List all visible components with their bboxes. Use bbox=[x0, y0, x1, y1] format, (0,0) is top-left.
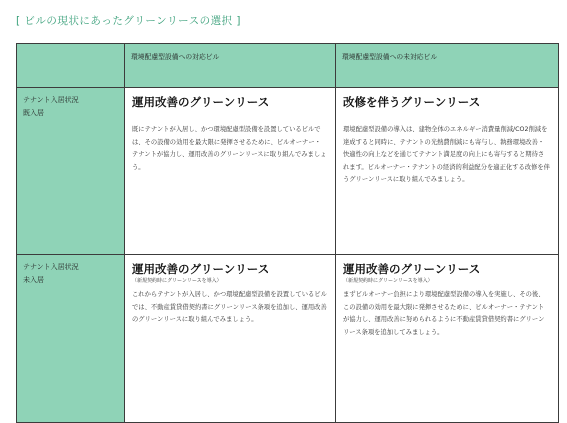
cell-title: 運用改善のグリーンリース bbox=[132, 95, 270, 109]
row-header-existing bbox=[17, 88, 125, 255]
table-row-new-tenant bbox=[17, 255, 559, 423]
header-col-unequipped: 環境配慮型設備への未対応ビル bbox=[336, 44, 559, 88]
header-row bbox=[17, 44, 559, 88]
section-title: [ ビルの現状にあったグリーンリースの選択 ] bbox=[16, 15, 242, 27]
cell-body: 環境配慮型設備の導入は、建物全体のエネルギー消費量削減/CO2削減を達成すると同時に、テナントの光熱費削減にも寄与し、執務環境改善・快適性の向上などを通じてテナント満足度の向上にも寄与すると期待されます。ビルオーナー・テナントの経済的利益配分を適正化する改修を伴うグリーンリースに取り組んでみましょう。 bbox=[343, 126, 550, 183]
row-label-state: 既入居 bbox=[23, 109, 44, 117]
header-corner-cell bbox=[17, 44, 125, 88]
cell-existing-unequipped bbox=[336, 88, 559, 255]
cell-existing-equipped bbox=[125, 88, 336, 255]
row-header-new bbox=[17, 255, 125, 423]
cell-body: これからテナントが入居し、かつ環境配慮型設備を設置しているビルでは、不動産賃貸借契約書にグリーンリース条項を追加し、運用改善のグリーンリースに取り組んでみましょう。 bbox=[132, 291, 327, 323]
cell-title: 運用改善のグリーンリース bbox=[132, 262, 270, 276]
header-col-equipped: 環境配慮型設備への対応ビル bbox=[125, 44, 336, 88]
row-label-status: テナント入居状況 bbox=[23, 96, 79, 104]
green-lease-table bbox=[16, 43, 559, 423]
row-label-state: 未入居 bbox=[23, 276, 44, 284]
cell-body: まずビルオーナー負担により環境配慮型設備の導入を実施し、その後、この設備の効用を最大限に発揮させるために、ビルオーナー・テナントが協力し、運用改善に努められるように不動産賃貸借契約書にグリーンリース条項を追加してみましょう。 bbox=[343, 291, 545, 336]
cell-subtitle: （新規契約時にグリーンリースを導入） bbox=[132, 278, 222, 284]
row-label-status: テナント入居状況 bbox=[23, 263, 79, 271]
table-row-existing-tenant bbox=[17, 88, 559, 255]
cell-title: 改修を伴うグリーンリース bbox=[343, 95, 481, 109]
cell-new-unequipped bbox=[336, 255, 559, 423]
cell-title: 運用改善のグリーンリース bbox=[343, 262, 481, 276]
cell-new-equipped bbox=[125, 255, 336, 423]
cell-body: 既にテナントが入居し、かつ環境配慮型設備を設置しているビルでは、その設備の効用を最大限に発揮させるために、ビルオーナー・テナントが協力し、運用改善のグリーンリースに取り組んでみましょう。 bbox=[132, 126, 327, 171]
cell-subtitle: （新規契約時にグリーンリースを導入） bbox=[343, 278, 433, 284]
